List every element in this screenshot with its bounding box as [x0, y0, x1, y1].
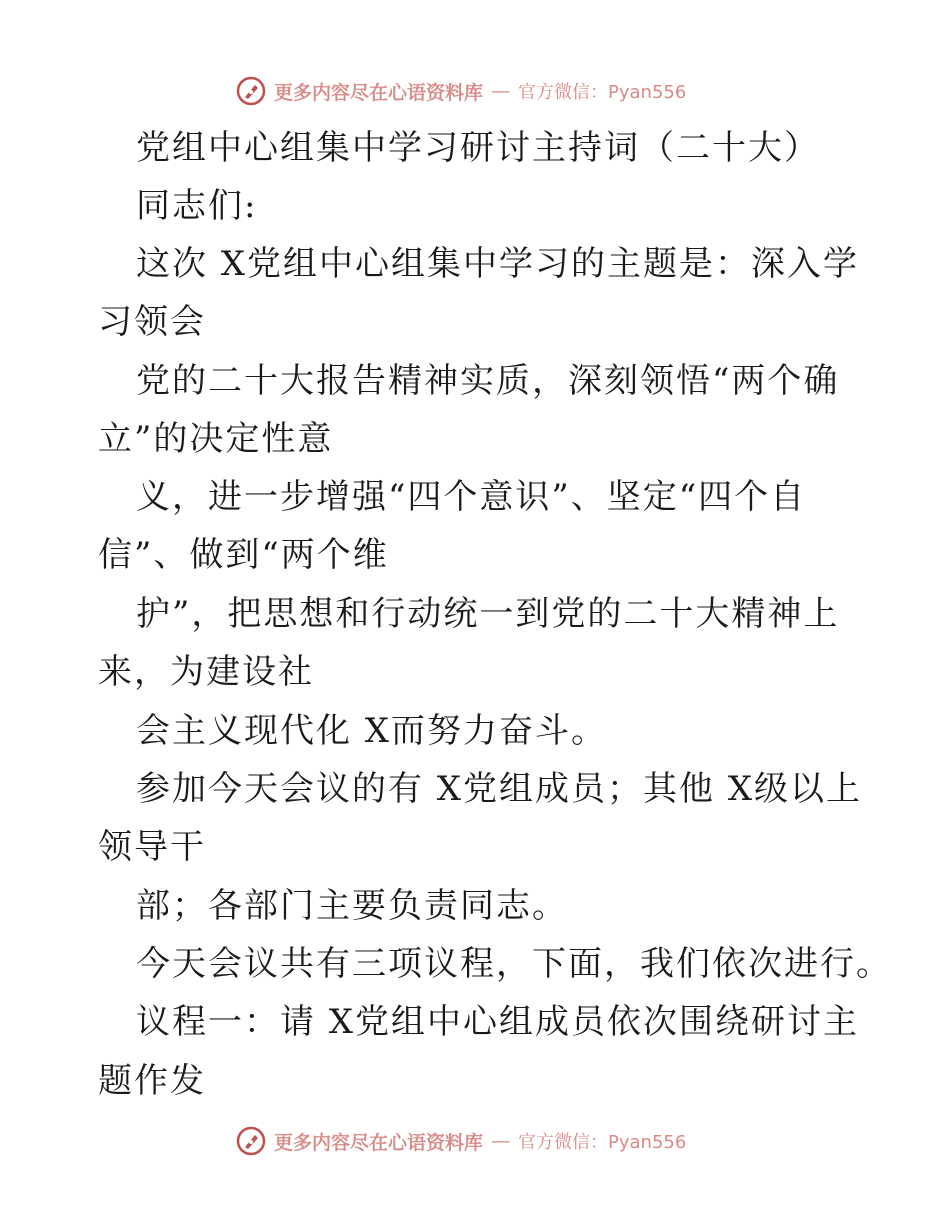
watermark-title: 更多内容尽在心语资料库 — [274, 81, 484, 104]
text-line: 来，为建设社 — [98, 652, 314, 692]
text-line: 这次 X党组中心组集中学习的主题是：深入学 — [136, 244, 860, 284]
watermark-banner-bottom — [236, 1124, 736, 1158]
text-line: 信”、做到“两个维 — [98, 535, 389, 575]
text-line: 立”的决定性意 — [98, 419, 334, 459]
text-line: 议程一：请 X党组中心组成员依次围绕研讨主 — [136, 1002, 860, 1042]
text-line: 护”，把思想和行动统一到党的二十大精神上 — [136, 594, 840, 634]
text-line: 义，进一步增强“四个意识”、坚定“四个自 — [136, 477, 807, 517]
text-line: 参加今天会议的有 X党组成员；其他 X级以上 — [136, 769, 863, 809]
text-line: 部；各部门主要负责同志。 — [136, 886, 568, 926]
watermark-banner-top — [236, 74, 736, 108]
text-line: 同志们: — [136, 186, 258, 226]
document-title: 党组中心组集中学习研讨主持词（二十大） — [136, 128, 820, 168]
pen-nib-circle-icon — [236, 1126, 266, 1156]
pen-nib-circle-icon — [236, 76, 266, 106]
text-line: 题作发 — [98, 1061, 206, 1101]
text-line: 会主义现代化 X而努力奋斗。 — [136, 711, 608, 751]
text-line: 党的二十大报告精神实质，深刻领悟“两个确 — [136, 361, 840, 401]
watermark-separator: — — [491, 80, 511, 102]
text-line: 今天会议共有三项议程，下面，我们依次进行。 — [136, 944, 892, 984]
text-line: 领导干 — [98, 827, 206, 867]
watermark-contact: 官方微信：Pyan556 — [518, 82, 687, 103]
watermark-contact: 官方微信：Pyan556 — [518, 1132, 687, 1153]
text-line: 习领会 — [98, 302, 206, 342]
watermark-title: 更多内容尽在心语资料库 — [274, 1131, 484, 1154]
watermark-separator: — — [491, 1130, 511, 1152]
